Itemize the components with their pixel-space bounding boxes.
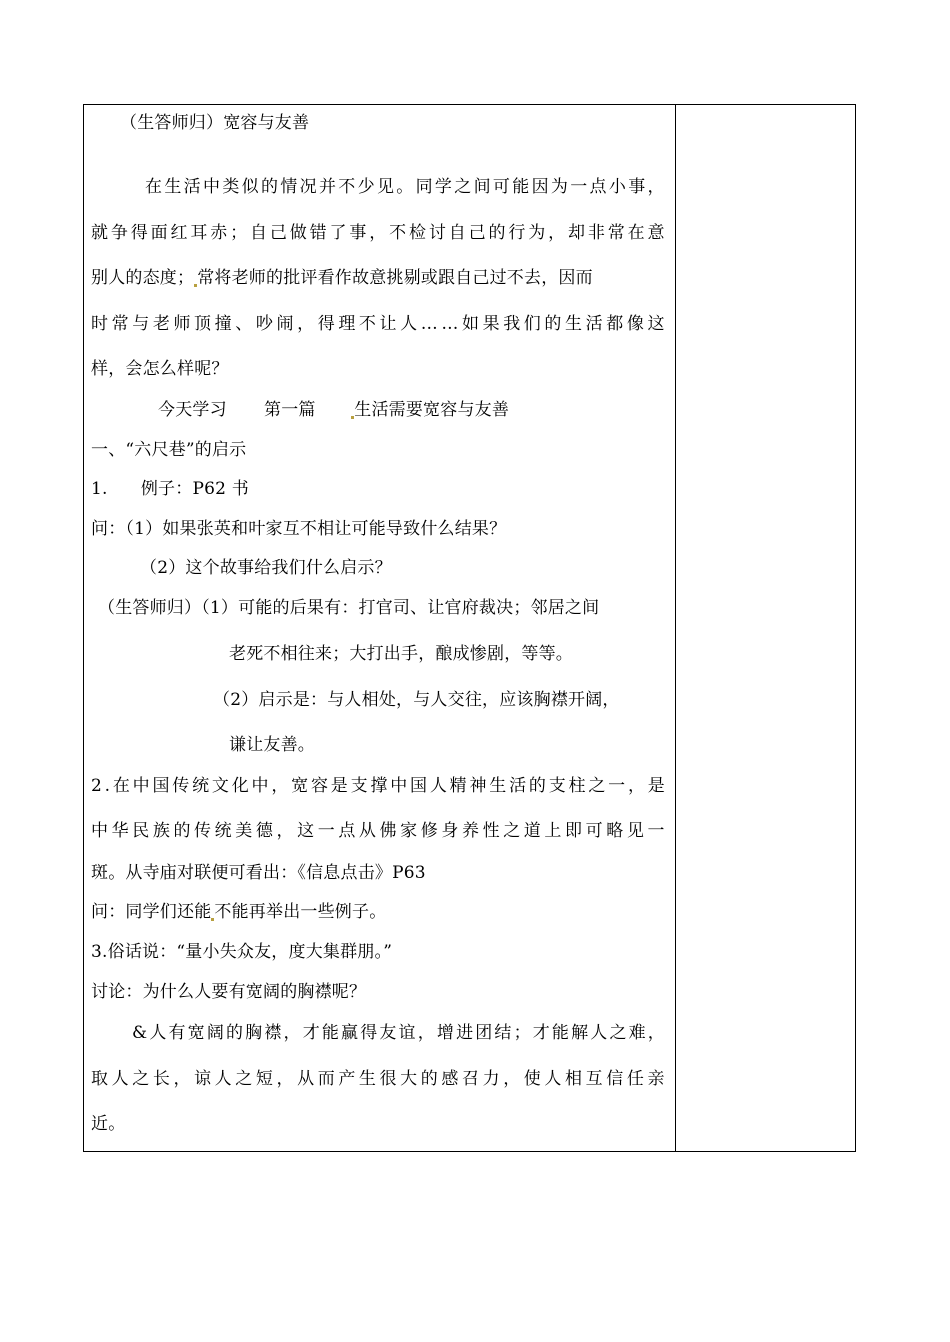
text-segment: 不能再举出一些例子。 (214, 902, 387, 922)
text-line: 在 生 活 中 类 似 的 情 况 并 不 少 见 。 同 学 之 间 可 能 因 为 一 点 小 事 ， (145, 177, 665, 197)
text-line: 2 . 在 中 国 传 统 文 化 中 ， 宽 容 是 支 撑 中 国 人 精 神 生 活 的 支 柱 之 一 ， 是 (91, 776, 665, 796)
text-line: 样，会怎么样呢？ (91, 359, 229, 379)
text-line: & 人 有 宽 阔 的 胸 襟 ， 才 能 赢 得 友 谊 ， 增 进 团 结 ； 才 能 解 人 之 难 ， (132, 1023, 665, 1043)
text-line: （生答师归）（1）可能的后果有：打官司、让官府裁决；邻居之间 (98, 598, 600, 618)
text-line: 就 争 得 面 红 耳 赤 ； 自 己 做 错 了 事 ， 不 检 讨 自 己 的 行 为 ， 却 非 常 在 意 (91, 223, 665, 243)
section-heading: 一、“六尺巷”的启示 (91, 440, 247, 460)
text-line: 3.俗话说：“量小失众友，度大集群朋。” (91, 942, 393, 962)
text-line-group (91, 267, 665, 289)
text-line: 中 华 民 族 的 传 统 美 德 ， 这 一 点 从 佛 家 修 身 养 性 之 道 上 即 可 略 见 一 (91, 821, 665, 841)
text-line-group (158, 399, 509, 421)
text-segment: 问：同学们还能 (91, 902, 212, 922)
text-line: （生答师归）宽容与友善 (120, 113, 310, 133)
text-line: 老死不相往来；大打出手，酿成惨剧，等等。 (229, 644, 573, 664)
text-line: 斑。从寺庙对联便可看出：《信息点击》P63 (91, 863, 426, 883)
text-line: 近。 (91, 1114, 126, 1134)
text-segment: 别人的态度； (91, 268, 195, 288)
text-segment: 今天学习 (158, 400, 227, 420)
text-line: 谦让友善。 (229, 735, 315, 755)
text-segment: 例子：P62 书 (140, 479, 249, 499)
lesson-table (83, 104, 856, 1152)
text-line-group (91, 901, 386, 923)
text-line: 时 常 与 老 师 顶 撞 、 吵 闹 ， 得 理 不 让 人 … … 如 果 我 们 的 生 活 都 像 这 (91, 314, 665, 334)
text-line: 问：（1）如果张英和叶家互不相让可能导致什么结果？ (91, 519, 507, 539)
notes-cell (676, 105, 855, 1151)
text-line: 讨论：为什么人要有宽阔的胸襟呢？ (91, 982, 367, 1002)
text-segment: 第一篇 (264, 400, 316, 420)
text-segment: 1. (91, 479, 108, 499)
text-line: 取 人 之 长 ， 谅 人 之 短 ， 从 而 产 生 很 大 的 感 召 力 ， 使 人 相 互 信 任 亲 (91, 1069, 665, 1089)
text-line: （2）启示是：与人相处，与人交往，应该胸襟开阔， (213, 690, 620, 710)
text-segment: 生活需要宽容与友善 (354, 400, 510, 420)
text-line: （2）这个故事给我们什么启示？ (140, 558, 392, 578)
text-segment: 常将老师的批评看作故意挑剔或跟自己过不去，因而 (197, 268, 593, 288)
text-line-group (91, 478, 249, 500)
